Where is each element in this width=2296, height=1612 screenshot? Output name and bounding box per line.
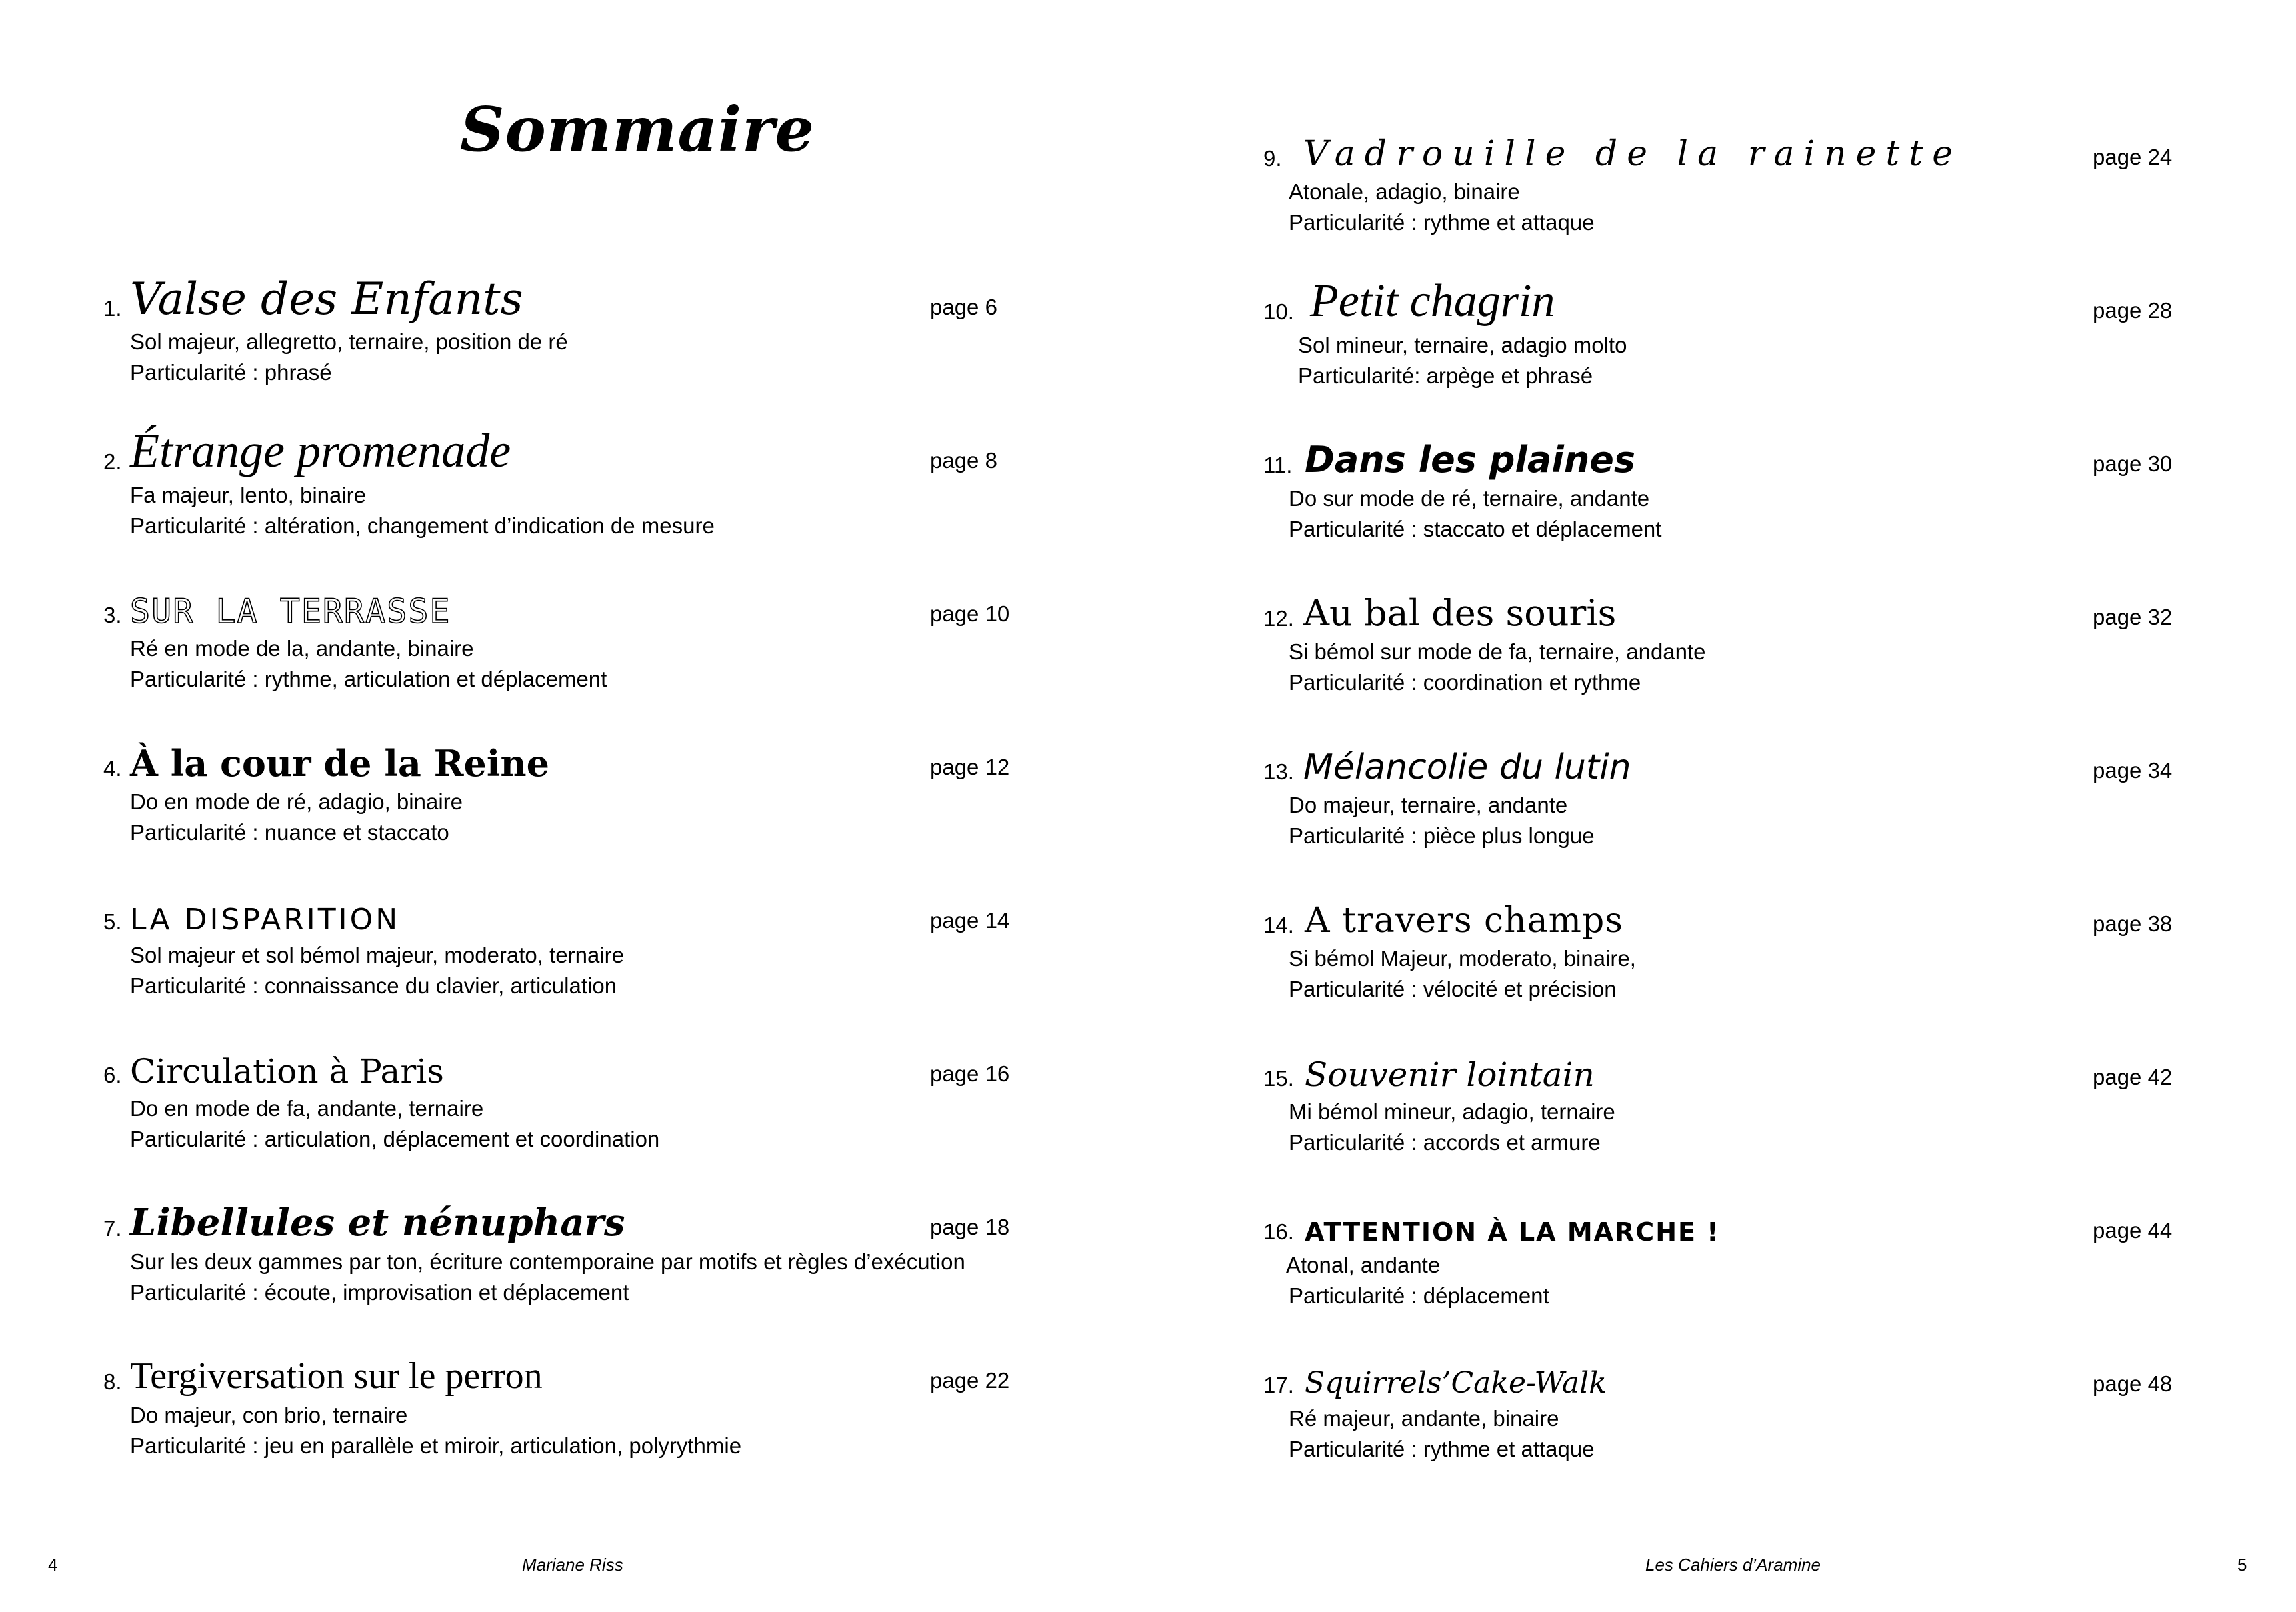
footer-author: Mariane Riss — [522, 1555, 623, 1575]
toc-entry-11 — [1263, 423, 2173, 545]
entry-description: Do en mode de fa, andante, ternaire — [130, 1096, 484, 1121]
entry-number: 4. — [103, 756, 122, 781]
entry-description: Sur les deux gammes par ton, écriture contemporaine par motifs et règles d’exécution — [130, 1249, 965, 1274]
entry-page: page 38 — [2093, 911, 2173, 936]
toc-entry-2 — [103, 420, 997, 541]
entry-title: Squirrels’Cake-Walk — [1305, 1366, 1607, 1400]
entry-description: Do majeur, ternaire, andante — [1289, 793, 1568, 817]
entry-page: page 8 — [930, 448, 997, 473]
entry-description: Sol majeur et sol bémol majeur, moderato, ternaire — [130, 943, 625, 967]
left-page-number: 4 — [48, 1555, 58, 1575]
toc-entry-17 — [1263, 1343, 2173, 1465]
entry-page: page 10 — [930, 601, 1010, 626]
entry-description: Do majeur, con brio, ternaire — [130, 1403, 408, 1427]
toc-entry-8 — [103, 1340, 1010, 1461]
entry-title: ATTENTION À LA MARCHE ! — [1305, 1217, 1720, 1247]
page-title: Sommaire — [460, 93, 815, 165]
entry-page: page 32 — [2093, 605, 2173, 629]
entry-particularity: Particularité : jeu en parallèle et miroir, articulation, polyrythmie — [130, 1433, 742, 1458]
toc-entry-4 — [103, 727, 1010, 848]
entry-title: À la cour de la Reine — [130, 742, 549, 785]
entry-particularity: Particularité : staccato et déplacement — [1289, 517, 1662, 541]
entry-number: 16. — [1263, 1219, 1294, 1244]
entry-page: page 48 — [2093, 1371, 2173, 1396]
entry-title: Au bal des souris — [1303, 592, 1617, 634]
toc-entry-5 — [103, 880, 1010, 1001]
entry-number: 15. — [1263, 1066, 1294, 1091]
entry-page: page 24 — [2093, 145, 2173, 169]
entry-page: page 30 — [2093, 451, 2173, 476]
entry-page: page 12 — [930, 755, 1010, 779]
entry-number: 11. — [1263, 453, 1293, 477]
entry-title: Circulation à Paris — [130, 1052, 444, 1091]
entry-description: Do en mode de ré, adagio, binaire — [130, 789, 463, 814]
right-page-number: 5 — [2237, 1555, 2247, 1575]
toc-entry-6 — [103, 1033, 1010, 1155]
entry-particularity: Particularité : nuance et staccato — [130, 820, 449, 845]
entry-number: 10. — [1263, 299, 1294, 324]
entry-title: Petit chagrin — [1310, 275, 1555, 327]
entry-page: page 42 — [2093, 1065, 2173, 1089]
entry-number: 2. — [103, 449, 122, 474]
entry-title: Vadrouille de la rainette — [1303, 134, 1962, 174]
entry-page: page 34 — [2093, 758, 2173, 783]
entry-description: Ré en mode de la, andante, binaire — [130, 636, 474, 661]
entry-particularity: Particularité : écoute, improvisation et déplacement — [130, 1280, 629, 1305]
entry-page: page 22 — [930, 1368, 1010, 1393]
entry-page: page 28 — [2093, 298, 2173, 323]
toc-entry-12 — [1263, 577, 2173, 698]
entry-description: Fa majeur, lento, binaire — [130, 483, 367, 507]
toc-entry-16 — [1263, 1190, 2173, 1311]
entry-description: Si bémol sur mode de fa, ternaire, andante — [1289, 639, 1706, 664]
entry-number: 12. — [1263, 606, 1294, 631]
entry-page: page 44 — [2093, 1218, 2173, 1243]
entry-description: Atonale, adagio, binaire — [1289, 179, 1520, 204]
entry-particularity: Particularité : accords et armure — [1289, 1130, 1601, 1155]
entry-title: A travers champs — [1305, 901, 1623, 941]
footer-collection: Les Cahiers d’Aramine — [1645, 1555, 1821, 1575]
entry-number: 8. — [103, 1369, 122, 1394]
toc-entry-14 — [1263, 883, 2173, 1005]
entry-number: 6. — [103, 1063, 122, 1087]
entry-particularity: Particularité : coordination et rythme — [1289, 670, 1641, 695]
entry-page: page 18 — [930, 1215, 1010, 1239]
entry-particularity: Particularité : altération, changement d’indication de mesure — [130, 513, 715, 538]
entry-number: 14. — [1263, 913, 1294, 937]
entry-title: Libellules et nénuphars — [130, 1201, 625, 1245]
entry-particularity: Particularité : articulation, déplacement et coordination — [130, 1127, 660, 1151]
entry-description: Si bémol Majeur, moderato, binaire, — [1289, 946, 1636, 971]
entry-title: Dans les plaines — [1305, 439, 1636, 481]
entry-description: Sol majeur, allegretto, ternaire, position de ré — [130, 329, 568, 354]
toc-entry-1 — [103, 267, 997, 388]
entry-title: Mélancolie du lutin — [1303, 747, 1631, 787]
entry-number: 3. — [103, 603, 122, 627]
toc-entry-7 — [103, 1187, 1010, 1308]
entry-number: 13. — [1263, 759, 1294, 784]
entry-title: Souvenir lointain — [1305, 1055, 1595, 1094]
toc-entry-15 — [1263, 1037, 2173, 1158]
entry-particularity: Particularité : connaissance du clavier, articulation — [130, 973, 617, 998]
entry-particularity: Particularité : rythme, articulation et déplacement — [130, 667, 607, 691]
entry-particularity: Particularité: arpège et phrasé — [1298, 363, 1593, 388]
entry-particularity: Particularité : rythme et attaque — [1289, 1437, 1595, 1461]
entry-description: Atonal, andante — [1286, 1253, 1441, 1277]
entry-number: 7. — [103, 1216, 122, 1241]
entry-title: LA DISPARITION — [130, 903, 401, 937]
entry-title: Tergiversation sur le perron — [130, 1355, 543, 1397]
entry-particularity: Particularité : phrasé — [130, 360, 332, 385]
toc-entry-9 — [1263, 117, 2173, 238]
entry-description: Do sur mode de ré, ternaire, andante — [1289, 486, 1650, 511]
entry-particularity: Particularité : rythme et attaque — [1289, 210, 1595, 235]
entry-title: SUR LA TERRASSE — [130, 592, 451, 631]
entry-particularity: Particularité : vélocité et précision — [1289, 977, 1617, 1001]
entry-title: Étrange promenade — [130, 424, 511, 477]
entry-particularity: Particularité : déplacement — [1289, 1283, 1549, 1308]
entry-number: 5. — [103, 909, 122, 934]
entry-description: Sol mineur, ternaire, adagio molto — [1298, 333, 1627, 357]
entry-description: Ré majeur, andante, binaire — [1289, 1406, 1559, 1431]
toc-entry-10 — [1263, 270, 2173, 391]
entry-description: Mi bémol mineur, adagio, ternaire — [1289, 1099, 1615, 1124]
entry-number: 1. — [103, 296, 122, 321]
entry-number: 17. — [1263, 1373, 1294, 1397]
toc-entry-13 — [1263, 730, 2173, 851]
entry-page: page 16 — [930, 1061, 1010, 1086]
entry-title: Valse des Enfants — [130, 273, 523, 325]
entry-number: 9. — [1263, 146, 1282, 171]
toc-entry-3 — [103, 573, 1010, 695]
entry-page: page 14 — [930, 908, 1010, 933]
entry-particularity: Particularité : pièce plus longue — [1289, 823, 1595, 848]
entry-page: page 6 — [930, 295, 997, 319]
